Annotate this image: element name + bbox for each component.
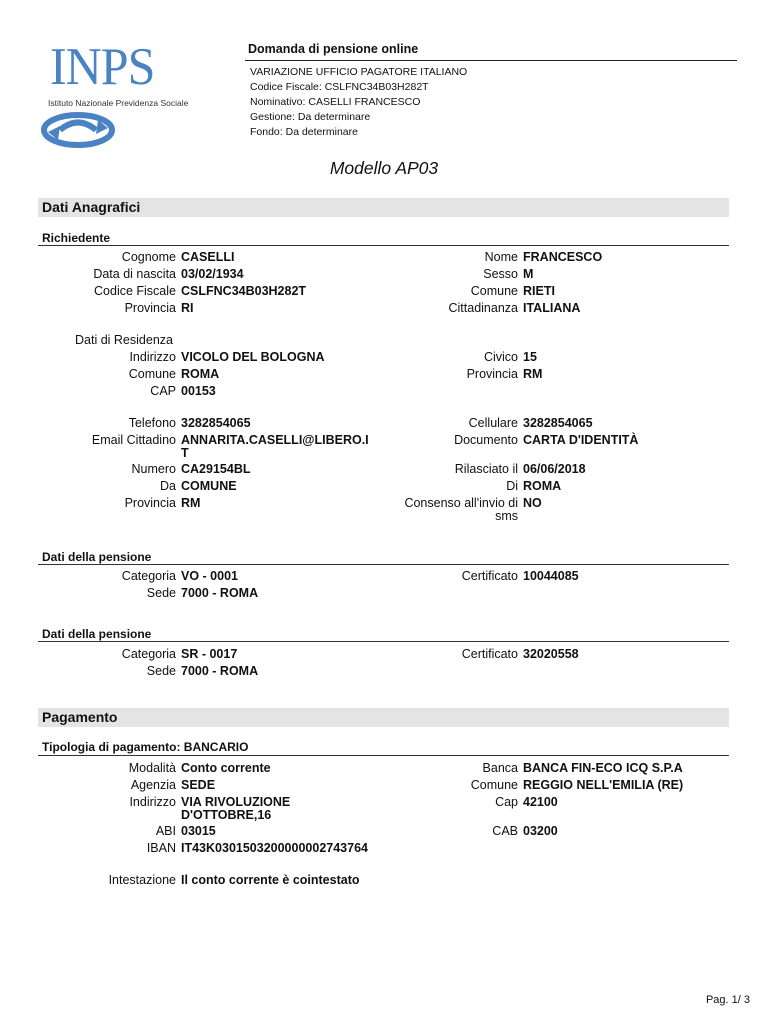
label-cap-banca: Cap (495, 795, 518, 809)
section-dati-anagrafici (38, 198, 729, 217)
label-dati-residenza: Dati di Residenza (75, 333, 173, 347)
label-intestazione: Intestazione (108, 873, 176, 887)
label-civico: Civico (483, 350, 518, 364)
value-indirizzo-banca-line2: D'OTTOBRE,16 (181, 808, 272, 822)
label-agenzia: Agenzia (130, 778, 176, 792)
subsection-divider (38, 641, 729, 642)
label-indirizzo-banca: Indirizzo (129, 795, 176, 809)
value-di: ROMA (523, 479, 562, 493)
value-da: COMUNE (181, 479, 237, 493)
value-provincia-residenza: RM (523, 367, 543, 381)
subsection-tipologia-pagamento: Tipologia di pagamento: BANCARIO (42, 740, 249, 754)
label-certificato-2: Certificato (461, 647, 518, 661)
document-title: Domanda di pensione online (248, 42, 419, 56)
header-info (250, 65, 467, 140)
page-number: Pag. 1/ 3 (705, 994, 750, 1006)
value-iban: IT43K0301503200000002743764 (181, 841, 368, 855)
logo-swirl-icon (40, 110, 120, 150)
subsection-divider (38, 755, 729, 756)
value-cognome: CASELLI (181, 250, 235, 264)
label-numero: Numero (131, 462, 176, 476)
value-intestazione: Il conto corrente è cointestato (181, 873, 360, 887)
subsection-divider (38, 564, 729, 565)
subsection-dati-pensione-2: Dati della pensione (42, 627, 152, 641)
label-cap: CAP (150, 384, 176, 398)
value-banca: BANCA FIN-ECO ICQ S.P.A (523, 761, 683, 775)
label-cognome: Cognome (121, 250, 176, 264)
value-certificato-2: 32020558 (523, 647, 579, 661)
header-line: Fondo: Da determinare (250, 126, 358, 138)
label-comune-residenza: Comune (128, 367, 176, 381)
label-nome: Nome (484, 250, 518, 264)
value-cap: 00153 (181, 384, 216, 398)
value-provincia-nascita: RI (181, 301, 194, 315)
value-agenzia: SEDE (181, 778, 216, 792)
label-provincia-residenza: Provincia (466, 367, 518, 381)
value-email-line2: T (181, 446, 189, 460)
value-codice-fiscale: CSLFNC34B03H282T (181, 284, 307, 298)
subsection-divider (38, 245, 729, 246)
subsection-richiedente: Richiedente (42, 231, 111, 245)
model-title: Modello AP03 (329, 158, 439, 178)
label-provincia-documento: Provincia (124, 496, 176, 510)
label-iban: IBAN (146, 841, 176, 855)
value-comune-nascita: RIETI (523, 284, 555, 298)
value-comune-residenza: ROMA (181, 367, 220, 381)
label-sesso: Sesso (483, 267, 518, 281)
label-codice-fiscale: Codice Fiscale (94, 284, 176, 298)
inps-logo (40, 36, 200, 150)
logo-wordmark: INPS (50, 36, 155, 96)
value-civico: 15 (523, 350, 537, 364)
logo-subtitle: Istituto Nazionale Previdenza Sociale (48, 98, 189, 108)
value-categoria-1: VO - 0001 (181, 569, 238, 583)
label-abi: ABI (155, 824, 176, 838)
value-categoria-2: SR - 0017 (181, 647, 238, 661)
label-comune-nascita: Comune (470, 284, 518, 298)
label-telefono: Telefono (128, 416, 176, 430)
label-consenso-line2: sms (495, 509, 518, 523)
label-consenso-line1: Consenso all'invio di (404, 496, 518, 510)
label-documento: Documento (454, 433, 518, 447)
header-divider (245, 60, 737, 61)
label-data-nascita: Data di nascita (93, 267, 176, 281)
value-cellulare: 3282854065 (523, 416, 593, 430)
header-line: VARIAZIONE UFFICIO PAGATORE ITALIANO (250, 66, 468, 78)
value-consenso: NO (523, 496, 542, 510)
value-data-nascita: 03/02/1934 (181, 267, 244, 281)
value-email-line1: ANNARITA.CASELLI@LIBERO.I (181, 433, 369, 447)
label-sede-2: Sede (146, 664, 176, 678)
label-cab: CAB (492, 824, 518, 838)
label-da: Da (160, 479, 176, 493)
value-telefono: 3282854065 (181, 416, 251, 430)
header-line: Gestione: Da determinare (250, 111, 371, 123)
section-title: Dati Anagrafici (42, 199, 141, 215)
header-line: Codice Fiscale: CSLFNC34B03H282T (250, 81, 429, 93)
section-pagamento (38, 708, 729, 727)
value-sede-2: 7000 - ROMA (181, 664, 259, 678)
value-cab: 03200 (523, 824, 558, 838)
subsection-dati-pensione-1: Dati della pensione (42, 550, 152, 564)
label-categoria-1: Categoria (121, 569, 176, 583)
value-comune-banca: REGGIO NELL'EMILIA (RE) (523, 778, 684, 792)
section-title: Pagamento (42, 709, 118, 725)
value-cittadinanza: ITALIANA (523, 301, 581, 315)
label-provincia-nascita: Provincia (124, 301, 176, 315)
value-rilasciato: 06/06/2018 (523, 462, 586, 476)
label-categoria-2: Categoria (121, 647, 176, 661)
value-cap-banca: 42100 (523, 795, 558, 809)
value-indirizzo: VICOLO DEL BOLOGNA (181, 350, 325, 364)
label-cittadinanza: Cittadinanza (448, 301, 518, 315)
value-nome: FRANCESCO (523, 250, 603, 264)
value-sede-1: 7000 - ROMA (181, 586, 259, 600)
value-documento: CARTA D'IDENTITÀ (523, 433, 639, 447)
label-banca: Banca (482, 761, 518, 775)
label-rilasciato: Rilasciato il (454, 462, 518, 476)
value-modalita: Conto corrente (181, 761, 271, 775)
label-cellulare: Cellulare (468, 416, 518, 430)
label-email: Email Cittadino (91, 433, 176, 447)
value-abi: 03015 (181, 824, 216, 838)
label-di: Di (506, 479, 518, 493)
value-numero: CA29154BL (181, 462, 251, 476)
label-sede-1: Sede (146, 586, 176, 600)
label-modalita: Modalità (128, 761, 176, 775)
label-certificato-1: Certificato (461, 569, 518, 583)
value-provincia-documento: RM (181, 496, 201, 510)
label-comune-banca: Comune (470, 778, 518, 792)
value-indirizzo-banca-line1: VIA RIVOLUZIONE (181, 795, 291, 809)
value-certificato-1: 10044085 (523, 569, 579, 583)
value-sesso: M (523, 267, 534, 281)
header-line: Nominativo: CASELLI FRANCESCO (250, 96, 421, 108)
label-indirizzo: Indirizzo (129, 350, 176, 364)
